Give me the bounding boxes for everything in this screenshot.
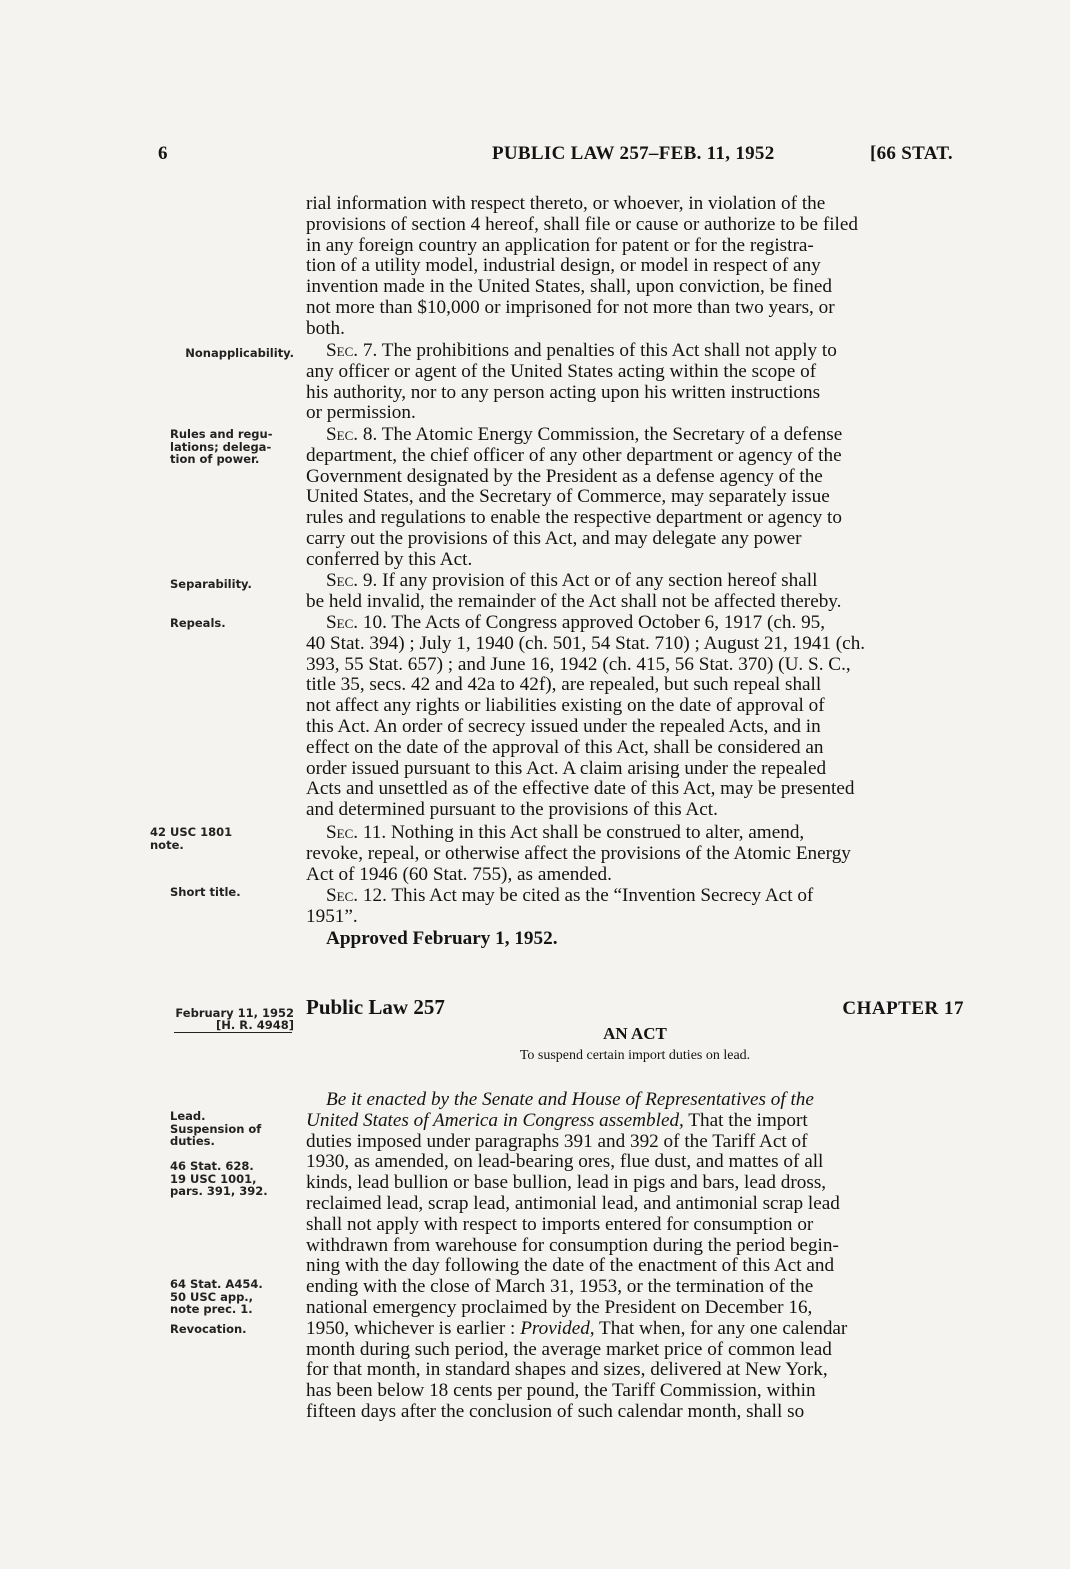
- running-head-title: PUBLIC LAW 257–FEB. 11, 1952: [492, 143, 775, 164]
- lead-duties-text-continued: That when, for any one calendar month during such period, the average market price of common lead for that month, in standard shapes and sizes, delivered at New York, has been below 18 cents per pound, the Tariff Commission, within fifteen days after the conclusion of such calendar month, shall so: [306, 1317, 848, 1422]
- section-12-text: This Act may be cited as the “Invention Secrecy Act of 1951”.: [306, 885, 814, 927]
- margin-note-short-title: Short title.: [170, 885, 241, 899]
- section-9-text: If any provision of this Act or of any section hereof shall be held invalid, the remainder of the Act shall not be affected thereby.: [306, 570, 842, 612]
- proviso-word: Provided,: [520, 1317, 595, 1339]
- lead-duties-text: That the import duties imposed under paragraphs 391 and 392 of the Tariff Act of 1930, as amended, on lead-bearing ores, flue dust, and mattes of all kinds, lead bullion or base bullion, lead in pigs and bars, lead dross, reclaimed lead, scrap lead, antimonial lead, and antimonial scrap lead shall not apply with respect to imports entered for consumption or withdrawn from warehouse for consumption during the period begin- ning with the day following the date of the enactment of this Act and ending with the close of March 31, 1953, or the termination of the national emergency proclaimed by the President on December 16, 1950, whichever is earlier :: [306, 1109, 840, 1339]
- statute-reference: [66 STAT.: [870, 143, 953, 164]
- section-7-label: Sec. 7.: [326, 340, 378, 361]
- section-7-text: The prohibitions and penalties of this Act shall not apply to any officer or agent of the United States acting within the scope of his authority, nor to any person acting upon his written instructions or permission.: [306, 340, 837, 424]
- section-7: [306, 341, 964, 424]
- an-act-heading: AN ACT: [603, 1024, 667, 1043]
- approved-date: Approved February 1, 1952.: [326, 928, 558, 949]
- margin-note-date: February 11, 1952: [175, 1006, 294, 1020]
- enacting-paragraph: [306, 1090, 964, 1423]
- section-12: [306, 886, 964, 928]
- margin-note-repeals: Repeals.: [170, 616, 226, 630]
- margin-note-lead: Lead. Suspension of duties.: [170, 1109, 262, 1148]
- section-9: [306, 571, 964, 613]
- section-10-label: Sec. 10.: [326, 612, 387, 633]
- margin-note-revocation: Revocation.: [170, 1322, 247, 1336]
- section-8-label: Sec. 8.: [326, 424, 378, 445]
- act-title: To suspend certain import duties on lead.: [519, 1048, 751, 1063]
- margin-note-stat-628: 46 Stat. 628. 19 USC 1001, pars. 391, 392.: [170, 1159, 268, 1198]
- section-8-text: The Atomic Energy Commission, the Secretary of a defense department, the chief officer of any other department or agency of the Government designated by the President as a defense agency of the United States, and the Secretary of Commerce, may separately issue rules and regulations to enable the respective department or agency to carry out the provisions of this Act, and may delegate any power conferred by this Act.: [306, 424, 843, 570]
- section-12-label: Sec. 12.: [326, 885, 387, 906]
- section-11-label: Sec. 11.: [326, 822, 387, 843]
- section-8: [306, 425, 964, 571]
- public-law-number: Public Law 257: [306, 995, 445, 1019]
- margin-note-separability: Separability.: [170, 577, 252, 591]
- section-10: [306, 613, 964, 821]
- margin-note-rules: Rules and regu- lations; delega- tion of power.: [170, 427, 273, 466]
- margin-note-usc-1801: 42 USC 1801 note.: [150, 825, 233, 852]
- continuation-paragraph: rial information with respect thereto, or whoever, in violation of the provisions of section 4 hereof, shall file or cause or authorize to be filed in any foreign country an application for patent or for the registra- tion of a utility model, industrial design, or model in respect of any invention made in the United States, shall, upon conviction, be fined not more than $10,000 or imprisoned for not more than two years, or both.: [306, 193, 858, 339]
- section-11: [306, 823, 964, 885]
- section-9-label: Sec. 9.: [326, 570, 378, 591]
- page-number: 6: [158, 143, 168, 164]
- chapter-number: CHAPTER 17: [842, 998, 964, 1019]
- margin-rule: [174, 1032, 292, 1033]
- section-11-text: Nothing in this Act shall be construed to alter, amend, revoke, repeal, or otherwise affect the provisions of the Atomic Energy Act of 1946 (60 Stat. 755), as amended.: [306, 822, 851, 885]
- margin-note-bill-number: [H. R. 4948]: [216, 1018, 294, 1032]
- margin-note-nonapplicability: Nonapplicability.: [185, 346, 294, 360]
- margin-note-stat-a454: 64 Stat. A454. 50 USC app., note prec. 1.: [170, 1277, 263, 1316]
- enacting-clause: Be it enacted by the Senate and House of Representatives of the United States of America in Congress assembled,: [306, 1089, 814, 1131]
- section-10-text: The Acts of Congress approved October 6, 1917 (ch. 95, 40 Stat. 394) ; July 1, 1940 (ch. 501, 54 Stat. 710) ; August 21, 1941 (ch. 393, 55 Stat. 657) ; and June 16, 1942 (ch. 415, 56 Stat. 370) (U. S. C., title 35, secs. 42 and 42a to 42f), are repealed, but such repeal shall not affect any rights or liabilities existing on the date of approval of this Act. An order of secrecy issued under the repealed Acts, and in effect on the date of the approval of this Act, shall be considered an order issued pursuant to this Act. A claim arising under the repealed Acts and unsettled as of the effective date of this Act, may be presented and determined pursuant to the provisions of this Act.: [306, 612, 866, 821]
